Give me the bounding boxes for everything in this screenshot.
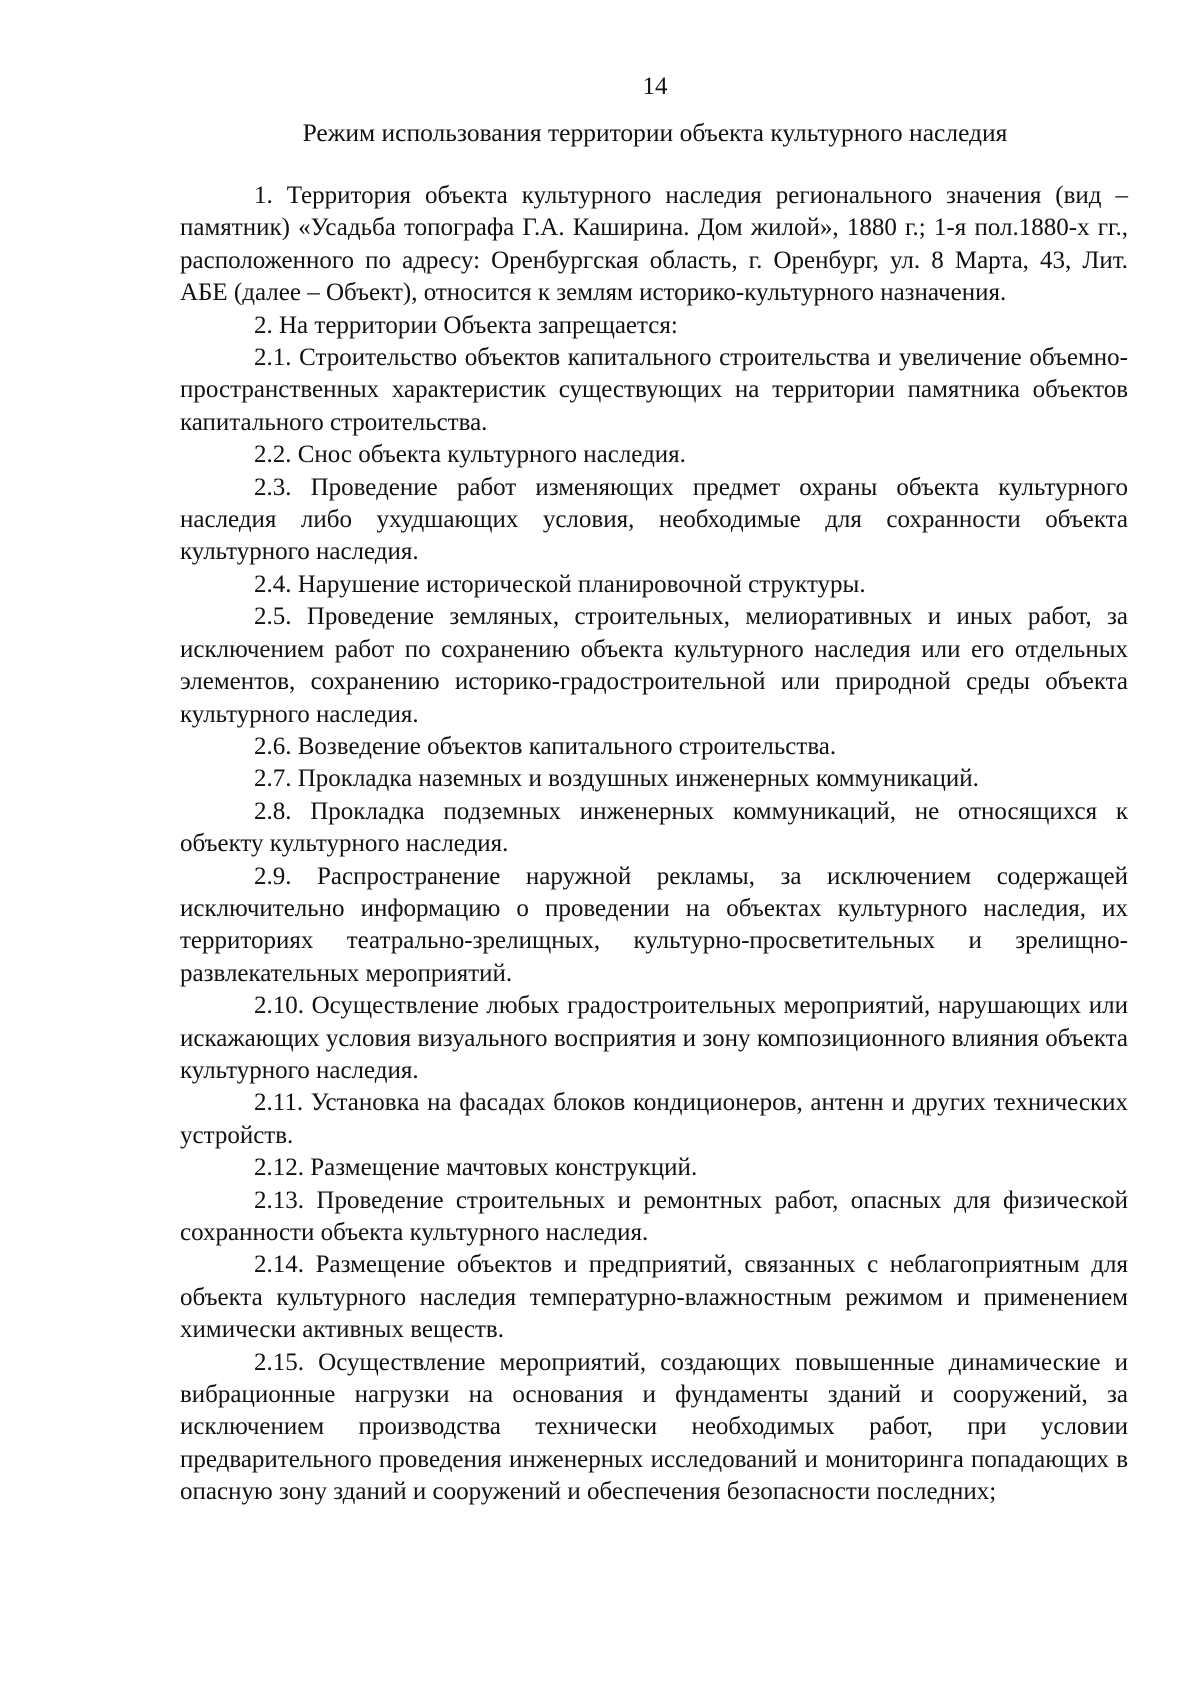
- document-body: [180, 180, 1128, 1509]
- paragraph-2-15: 2.15. Осуществление мероприятий, создающих повышенные динамические и вибрационные нагрузки на основания и фундаменты зданий и сооружений, за исключением производства технически необходимых работ, при условии предварительного проведения инженерных исследований и мониторинга попадающих в опасную зону зданий и сооружений и обеспечения безопасности последних;: [180, 1348, 1128, 1506]
- paragraph-2-14: 2.14. Размещение объектов и предприятий, связанных с неблагоприятным для объекта культурного наследия температурно-влажностным режимом и применением химически активных веществ.: [180, 1251, 1128, 1344]
- paragraph-2-11: 2.11. Установка на фасадах блоков кондиционеров, антенн и других технических устройств.: [180, 1089, 1128, 1149]
- paragraph-2-10: 2.10. Осуществление любых градостроительных мероприятий, нарушающих или искажающих условия визуального восприятия и зону композиционного влияния объекта культурного наследия.: [180, 992, 1128, 1084]
- document-title: Режим использования территории объекта культурного наследия: [302, 118, 1008, 147]
- paragraph-1: 1. Территория объекта культурного наследия регионального значения (вид – памятник) «Усадьба топографа Г.А. Каширина. Дом жилой», 1880 г.; 1-я пол.1880-х гг., расположенного по адресу: Оренбургская область, г. Оренбург, ул. 8 Марта, 43, Лит. АБЕ (далее – Объект), относится к землям историко-культурного назначения.: [180, 182, 1128, 307]
- paragraph-2-7: 2.7. Прокладка наземных и воздушных инженерных коммуникаций.: [254, 765, 979, 793]
- paragraph-2-3: 2.3. Проведение работ изменяющих предмет охраны объекта культурного наследия либо ухудшающих условия, необходимые для сохранности объекта культурного наследия.: [180, 473, 1128, 566]
- paragraph-2-6: 2.6. Возведение объектов капитального строительства.: [254, 732, 837, 760]
- paragraph-2-4: 2.4. Нарушение исторической планировочной структуры.: [254, 570, 866, 598]
- paragraph-2-8: 2.8. Прокладка подземных инженерных коммуникаций, не относящихся к объекту культурного наследия.: [180, 797, 1128, 858]
- paragraph-2-12: 2.12. Размещение мачтовых конструкций.: [254, 1154, 698, 1182]
- paragraph-2: 2. На территории Объекта запрещается:: [254, 311, 678, 339]
- paragraph-2-2: 2.2. Снос объекта культурного наследия.: [254, 441, 686, 469]
- paragraph-2-9: 2.9. Распространение наружной рекламы, за исключением содержащей исключительно информацию о проведении на объектах культурного наследия, их территориях театрально-зрелищных, культурно-просветительных и зрелищно-развлекательных мероприятий.: [180, 862, 1128, 987]
- paragraph-2-13: 2.13. Проведение строительных и ремонтных работ, опасных для физической сохранности объекта культурного наследия.: [180, 1186, 1128, 1246]
- paragraph-2-5: 2.5. Проведение земляных, строительных, мелиоративных и иных работ, за исключением работ по сохранению объекта культурного наследия или его отдельных элементов, сохранению историко-градостроительной или природной среды объекта культурного наследия.: [180, 603, 1128, 728]
- paragraph-2-1: 2.1. Строительство объектов капитального строительства и увеличение объемно-пространственных характеристик существующих на территории памятника объектов капитального строительства.: [180, 344, 1128, 436]
- page-number: 14: [642, 73, 668, 100]
